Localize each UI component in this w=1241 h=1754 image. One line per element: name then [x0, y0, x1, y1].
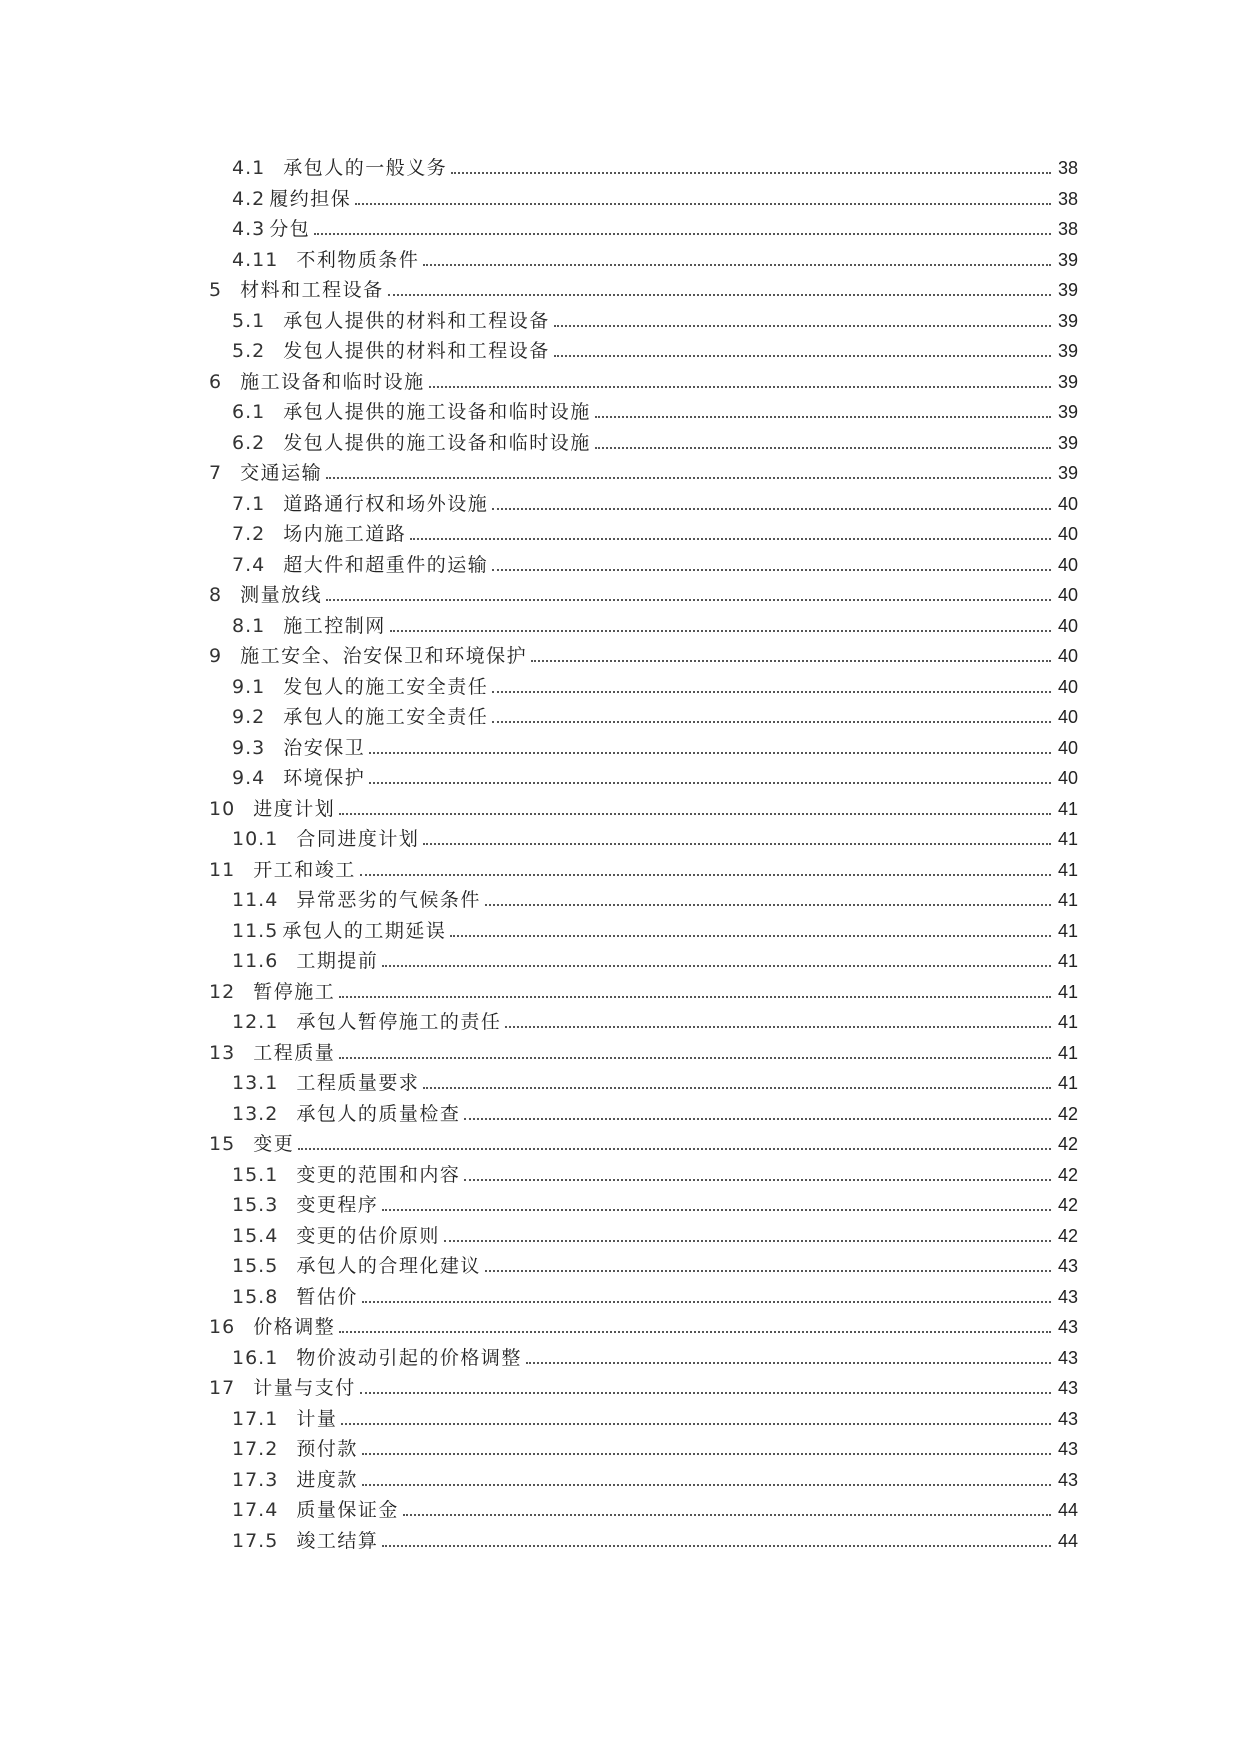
toc-section-title: 承包人的工期延误 [282, 919, 447, 942]
toc-dot-leader [339, 996, 1051, 998]
toc-section-number: 7.2 [232, 523, 266, 545]
toc-entry-line [209, 580, 1078, 606]
toc-dot-leader [450, 935, 1051, 937]
toc-page-number: 38 [1057, 188, 1078, 209]
toc-section-title: 进度款 [296, 1468, 358, 1491]
toc-entry-line [209, 641, 1078, 667]
toc-entry[interactable] [0, 670, 1241, 701]
toc-section-title: 合同进度计划 [296, 828, 420, 850]
toc-entry[interactable] [0, 395, 1241, 426]
toc-section-number: 17.3 [232, 1468, 279, 1491]
toc-dot-leader [362, 1453, 1051, 1455]
toc-dot-leader [339, 1057, 1051, 1059]
toc-section-title: 竣工结算 [296, 1529, 379, 1552]
toc-dot-leader [362, 1301, 1051, 1303]
toc-section-title: 环境保护 [283, 767, 366, 789]
toc-section-title: 不利物质条件 [296, 248, 420, 271]
toc-section-title: 开工和竣工 [253, 858, 356, 881]
toc-page-number: 39 [1057, 249, 1078, 270]
toc-entry[interactable] [0, 731, 1241, 762]
toc-dot-leader [298, 1148, 1051, 1150]
toc-entry-line [232, 1190, 1078, 1216]
toc-entry-line [232, 397, 1078, 423]
toc-section-title: 施工安全、治安保卫和环境保护 [240, 645, 528, 667]
toc-section-title: 发包人的施工安全责任 [283, 675, 489, 698]
toc-entry[interactable] [0, 212, 1241, 243]
toc-section-number: 9 [209, 645, 223, 667]
toc-entry-line [209, 1129, 1078, 1155]
toc-dot-leader [554, 325, 1051, 327]
toc-entry-line [232, 550, 1078, 576]
toc-section-title: 暂停施工 [253, 980, 336, 1003]
toc-section-number: 11.4 [232, 889, 279, 911]
toc-page-number: 40 [1057, 585, 1078, 605]
toc-entry[interactable] [0, 1310, 1241, 1341]
toc-entry-line [232, 153, 1078, 179]
toc-section-number: 11 [209, 858, 236, 881]
toc-entry-line [232, 611, 1078, 637]
toc-entry-line [232, 306, 1078, 332]
toc-dot-leader [423, 843, 1051, 845]
toc-entry-line [209, 1038, 1078, 1064]
toc-entry-line [232, 184, 1078, 210]
toc-section-number: 4.1 [232, 157, 266, 179]
toc-section-number: 15 [209, 1133, 236, 1155]
toc-page-number: 40 [1057, 493, 1078, 514]
toc-entry[interactable] [0, 639, 1241, 670]
toc-entry-line [209, 977, 1078, 1003]
toc-page-number: 39 [1057, 310, 1078, 331]
toc-page-number: 39 [1057, 371, 1078, 392]
toc-section-number: 13.1 [232, 1072, 279, 1094]
toc-page-number: 39 [1057, 280, 1078, 300]
toc-page-number: 40 [1057, 707, 1078, 727]
toc-entry-line [232, 1404, 1078, 1430]
toc-entry[interactable] [0, 1524, 1241, 1555]
toc-section-number: 4.2 [232, 187, 266, 210]
toc-section-number: 4.11 [232, 248, 279, 271]
toc-entry[interactable] [0, 914, 1241, 945]
toc-dot-leader [326, 477, 1051, 479]
toc-section-number: 6.1 [232, 401, 266, 423]
toc-entry[interactable] [0, 243, 1241, 274]
toc-section-title: 分包 [269, 218, 311, 240]
toc-dot-leader [423, 264, 1051, 266]
toc-section-title: 变更的估价原则 [296, 1224, 440, 1247]
toc-entry[interactable] [0, 700, 1241, 731]
toc-dot-leader [360, 1392, 1051, 1394]
toc-entry-line [209, 855, 1078, 881]
toc-section-number: 4.3 [232, 218, 266, 240]
toc-section-title: 预付款 [296, 1438, 358, 1460]
toc-dot-leader [382, 1545, 1051, 1547]
toc-dot-leader [505, 1026, 1051, 1028]
toc-entry[interactable] [0, 456, 1241, 487]
toc-page-number: 41 [1057, 951, 1078, 971]
toc-section-title: 场内施工道路 [283, 523, 407, 545]
toc-dot-leader [362, 1484, 1051, 1486]
toc-dot-leader [526, 1362, 1051, 1364]
toc-section-title: 测量放线 [240, 584, 323, 606]
toc-dot-leader [492, 721, 1051, 723]
toc-section-number: 5 [209, 279, 223, 301]
toc-entry-line [232, 1282, 1078, 1308]
toc-entry[interactable] [0, 548, 1241, 579]
toc-entry-line [209, 367, 1078, 393]
toc-entry-line [209, 275, 1078, 301]
toc-section-title: 发包人提供的材料和工程设备 [283, 340, 550, 362]
toc-entry-line [232, 428, 1078, 454]
toc-section-title: 变更 [253, 1133, 295, 1155]
toc-section-number: 17 [209, 1377, 236, 1399]
toc-entry[interactable] [0, 822, 1241, 853]
toc-dot-leader [369, 752, 1051, 754]
toc-entry[interactable] [0, 1432, 1241, 1463]
toc-dot-leader [341, 1423, 1051, 1425]
toc-entry[interactable] [0, 1249, 1241, 1280]
toc-entry[interactable] [0, 609, 1241, 640]
toc-entry[interactable] [0, 853, 1241, 884]
toc-section-title: 超大件和超重件的运输 [283, 553, 489, 576]
toc-entry[interactable] [0, 578, 1241, 609]
toc-section-number: 6.2 [232, 431, 266, 454]
toc-entry[interactable] [0, 1005, 1241, 1036]
toc-entry[interactable] [0, 792, 1241, 823]
toc-section-number: 15.8 [232, 1285, 279, 1308]
toc-entry-line [232, 702, 1078, 728]
toc-dot-leader [355, 203, 1051, 205]
toc-section-number: 7.1 [232, 492, 266, 515]
toc-entry[interactable] [0, 1158, 1241, 1189]
toc-section-title: 变更程序 [296, 1194, 379, 1216]
toc-section-number: 11.6 [232, 950, 279, 972]
toc-entry-line [209, 1312, 1078, 1338]
toc-section-number: 6 [209, 370, 223, 393]
toc-page-number: 40 [1057, 524, 1078, 544]
toc-page-number: 41 [1057, 1012, 1078, 1032]
toc-dot-leader [403, 1514, 1051, 1516]
toc-page-number: 38 [1057, 158, 1078, 178]
toc-page-number: 42 [1057, 1134, 1078, 1154]
toc-section-number: 16.1 [232, 1346, 279, 1369]
toc-dot-leader [390, 630, 1051, 632]
toc-section-number: 10.1 [232, 828, 279, 850]
toc-dot-leader [314, 233, 1051, 235]
toc-page-number: 43 [1057, 1317, 1078, 1337]
toc-section-number: 9.3 [232, 736, 266, 759]
toc-section-number: 16 [209, 1316, 236, 1338]
toc-section-number: 7 [209, 462, 223, 484]
toc-section-title: 施工设备和临时设施 [240, 370, 425, 393]
toc-entry-line [232, 672, 1078, 698]
toc-section-number: 9.2 [232, 706, 266, 728]
toc-entry-line [232, 489, 1078, 515]
toc-page-number: 43 [1057, 1286, 1078, 1307]
toc-section-number: 17.5 [232, 1529, 279, 1552]
toc-dot-leader [595, 447, 1051, 449]
toc-dot-leader [423, 1087, 1051, 1089]
toc-entry-line [232, 763, 1078, 789]
toc-page-number: 39 [1057, 463, 1078, 483]
toc-entry[interactable] [0, 1097, 1241, 1128]
toc-section-title: 承包人的一般义务 [283, 157, 448, 179]
toc-dot-leader [339, 813, 1051, 815]
toc-section-title: 工程质量要求 [296, 1072, 420, 1094]
toc-dot-leader [444, 1240, 1051, 1242]
toc-section-number: 7.4 [232, 553, 266, 576]
toc-section-title: 承包人暂停施工的责任 [296, 1011, 502, 1033]
toc-entry-line [232, 885, 1078, 911]
toc-dot-leader [339, 1331, 1051, 1333]
toc-section-title: 承包人提供的施工设备和临时设施 [283, 401, 591, 423]
toc-section-title: 价格调整 [253, 1316, 336, 1338]
toc-page-number: 40 [1057, 737, 1078, 758]
toc-entry[interactable] [0, 1341, 1241, 1372]
toc-dot-leader [429, 386, 1051, 388]
toc-entry[interactable] [0, 182, 1241, 213]
toc-entry-line [232, 733, 1078, 759]
toc-page-number: 44 [1057, 1530, 1078, 1551]
toc-page-number: 43 [1057, 1408, 1078, 1429]
toc-entry[interactable] [0, 365, 1241, 396]
toc-section-title: 变更的范围和内容 [296, 1163, 461, 1186]
toc-section-number: 9.1 [232, 675, 266, 698]
toc-entry-line [209, 794, 1078, 820]
toc-page-number: 41 [1057, 798, 1078, 819]
toc-section-number: 15.1 [232, 1163, 279, 1186]
toc-section-title: 异常恶劣的气候条件 [296, 889, 481, 911]
toc-page-number: 41 [1057, 859, 1078, 880]
toc-section-number: 17.4 [232, 1499, 279, 1521]
toc-section-number: 17.2 [232, 1438, 279, 1460]
toc-entry-line [232, 245, 1078, 271]
toc-entry[interactable] [0, 517, 1241, 548]
toc-section-title: 承包人提供的材料和工程设备 [283, 309, 550, 332]
toc-page-number: 42 [1057, 1195, 1078, 1215]
toc-entry[interactable] [0, 1493, 1241, 1524]
toc-entry-line [232, 824, 1078, 850]
toc-dot-leader [554, 355, 1051, 357]
toc-entry[interactable] [0, 273, 1241, 304]
toc-section-title: 交通运输 [240, 462, 323, 484]
toc-dot-leader [388, 294, 1051, 296]
toc-section-title: 材料和工程设备 [240, 279, 384, 301]
toc-section-title: 治安保卫 [283, 736, 366, 759]
toc-entry[interactable] [0, 304, 1241, 335]
toc-section-title: 质量保证金 [296, 1499, 399, 1521]
toc-section-number: 17.1 [232, 1407, 279, 1430]
toc-entry-line [232, 946, 1078, 972]
toc-page-number: 43 [1057, 1439, 1078, 1459]
toc-section-number: 5.1 [232, 309, 266, 332]
toc-page-number: 41 [1057, 1073, 1078, 1093]
toc-section-title: 计量 [296, 1407, 338, 1430]
toc-section-number: 13 [209, 1041, 236, 1064]
toc-entry-line [232, 1160, 1078, 1186]
toc-section-title: 工程质量 [253, 1041, 336, 1064]
toc-page-number: 40 [1057, 646, 1078, 666]
toc-entry[interactable] [0, 1188, 1241, 1219]
toc-section-title: 暂估价 [296, 1285, 358, 1308]
toc-section-number: 9.4 [232, 767, 266, 789]
toc-entry[interactable] [0, 1280, 1241, 1311]
toc-section-title: 承包人的质量检查 [296, 1102, 461, 1125]
toc-dot-leader [595, 416, 1051, 418]
toc-dot-leader [369, 782, 1051, 784]
toc-dot-leader [382, 1209, 1051, 1211]
toc-page-number: 41 [1057, 890, 1078, 910]
toc-section-number: 15.4 [232, 1224, 279, 1247]
toc-entry[interactable] [0, 334, 1241, 365]
toc-entry-line [232, 336, 1078, 362]
toc-page-number: 41 [1057, 829, 1078, 849]
toc-entry[interactable] [0, 1219, 1241, 1250]
toc-section-number: 15.5 [232, 1255, 279, 1277]
toc-entry[interactable] [0, 883, 1241, 914]
toc-section-number: 11.5 [232, 919, 279, 942]
toc-page-number: 40 [1057, 615, 1078, 636]
toc-dot-leader [464, 1118, 1051, 1120]
toc-dot-leader [492, 569, 1051, 571]
toc-entry-line [209, 458, 1078, 484]
toc-page-number: 43 [1057, 1256, 1078, 1276]
toc-entry[interactable] [0, 944, 1241, 975]
toc-section-title: 承包人的施工安全责任 [283, 706, 489, 728]
toc-section-number: 5.2 [232, 340, 266, 362]
toc-dot-leader [464, 1179, 1051, 1181]
toc-entry[interactable] [0, 761, 1241, 792]
toc-entry-line [232, 1526, 1078, 1552]
toc-entry-line [232, 1434, 1078, 1460]
toc-entry[interactable] [0, 151, 1241, 182]
table-of-contents [0, 151, 1241, 1554]
toc-page-number: 41 [1057, 981, 1078, 1002]
toc-entry-line [232, 916, 1078, 942]
toc-section-title: 物价波动引起的价格调整 [296, 1346, 522, 1369]
toc-page-number: 42 [1057, 1225, 1078, 1246]
toc-page-number: 39 [1057, 432, 1078, 453]
toc-page-number: 42 [1057, 1164, 1078, 1185]
toc-page-number: 40 [1057, 676, 1078, 697]
toc-entry-line [209, 1373, 1078, 1399]
toc-entry-line [232, 519, 1078, 545]
toc-entry-line [232, 1251, 1078, 1277]
toc-entry-line [232, 1221, 1078, 1247]
toc-dot-leader [410, 538, 1051, 540]
toc-entry[interactable] [0, 426, 1241, 457]
toc-entry-line [232, 1099, 1078, 1125]
toc-entry[interactable] [0, 1371, 1241, 1402]
toc-section-title: 工期提前 [296, 950, 379, 972]
toc-entry-line [232, 214, 1078, 240]
toc-section-number: 8 [209, 584, 223, 606]
toc-page-number: 41 [1057, 1042, 1078, 1063]
toc-entry[interactable] [0, 1402, 1241, 1433]
toc-dot-leader [492, 691, 1051, 693]
toc-entry[interactable] [0, 1066, 1241, 1097]
toc-section-number: 10 [209, 797, 236, 820]
toc-page-number: 40 [1057, 554, 1078, 575]
toc-section-number: 15.3 [232, 1194, 279, 1216]
toc-section-title: 承包人的合理化建议 [296, 1255, 481, 1277]
toc-entry[interactable] [0, 975, 1241, 1006]
toc-page-number: 44 [1057, 1500, 1078, 1520]
toc-dot-leader [492, 508, 1051, 510]
toc-dot-leader [485, 904, 1051, 906]
toc-dot-leader [451, 172, 1051, 174]
toc-page-number: 43 [1057, 1378, 1078, 1398]
toc-entry-line [232, 1495, 1078, 1521]
toc-dot-leader [326, 599, 1051, 601]
toc-page-number: 38 [1057, 219, 1078, 239]
toc-entry[interactable] [0, 1127, 1241, 1158]
toc-page-number: 39 [1057, 402, 1078, 422]
toc-entry[interactable] [0, 1036, 1241, 1067]
toc-entry-line [232, 1465, 1078, 1491]
toc-dot-leader [485, 1270, 1051, 1272]
toc-page-number: 41 [1057, 920, 1078, 941]
toc-page-number: 40 [1057, 768, 1078, 788]
toc-section-number: 12 [209, 980, 236, 1003]
toc-section-title: 履约担保 [269, 187, 352, 210]
toc-page-number: 43 [1057, 1469, 1078, 1490]
toc-dot-leader [531, 660, 1051, 662]
toc-section-title: 发包人提供的施工设备和临时设施 [283, 431, 591, 454]
toc-section-title: 道路通行权和场外设施 [283, 492, 489, 515]
toc-entry-line [232, 1068, 1078, 1094]
toc-section-title: 计量与支付 [253, 1377, 356, 1399]
toc-entry[interactable] [0, 487, 1241, 518]
toc-section-number: 12.1 [232, 1011, 279, 1033]
toc-section-number: 8.1 [232, 614, 266, 637]
toc-dot-leader [360, 874, 1051, 876]
toc-entry[interactable] [0, 1463, 1241, 1494]
toc-page-number: 43 [1057, 1347, 1078, 1368]
toc-dot-leader [382, 965, 1051, 967]
toc-section-title: 进度计划 [253, 797, 336, 820]
toc-page-number: 39 [1057, 341, 1078, 361]
toc-section-title: 施工控制网 [283, 614, 386, 637]
toc-section-number: 13.2 [232, 1102, 279, 1125]
toc-entry-line [232, 1007, 1078, 1033]
toc-page-number: 42 [1057, 1103, 1078, 1124]
toc-entry-line [232, 1343, 1078, 1369]
